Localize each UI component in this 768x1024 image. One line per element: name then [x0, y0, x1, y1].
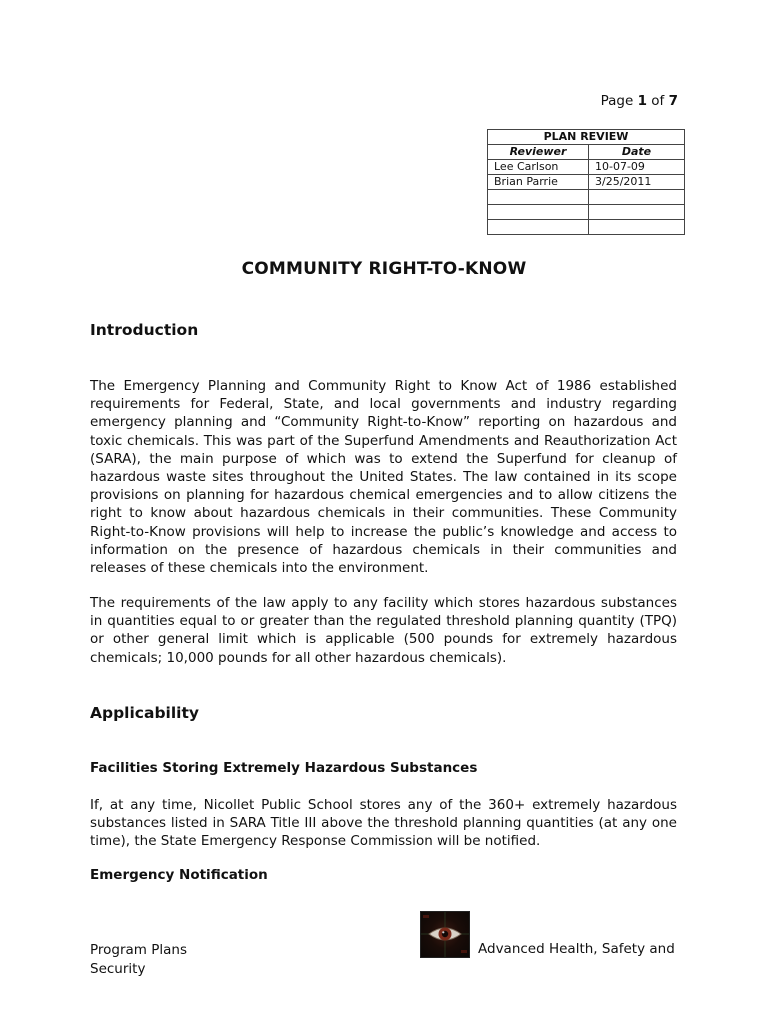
total-pages: 7 [668, 93, 678, 109]
date-header: Date [589, 145, 685, 160]
reviewer-cell [488, 190, 589, 205]
date-cell [589, 220, 685, 235]
plan-review-title: PLAN REVIEW [488, 130, 685, 145]
date-cell [589, 205, 685, 220]
introduction-paragraph-2: The requirements of the law apply to any facility which stores hazardous substances in quantities equal to or greater than the regulated threshold planning quantity (TPQ) or other general limit which is applicable (500 pounds for extremely hazardous chemicals; 10,000 pounds for all other hazardous chemicals). [90, 595, 677, 666]
table-row [488, 205, 685, 220]
footer-right: Advanced Health, Safety and [478, 941, 675, 957]
page-number [601, 93, 678, 109]
table-row [488, 175, 685, 190]
footer-left [90, 941, 187, 978]
plan-review-table [487, 129, 685, 235]
emergency-notification-subheading: Emergency Notification [90, 867, 268, 883]
page-separator: of [651, 93, 665, 109]
introduction-paragraph-1: The Emergency Planning and Community Right to Know Act of 1986 established requirements for Federal, State, and local governments and industry regarding emergency planning and “Community Right-to-Know” reporting on hazardous and toxic chemicals. This was part of the Superfund Amendments and Reauthorization Act (SARA), the main purpose of which was to extend the Superfund for cleanup of hazardous waste sites throughout the United States. The law contained in its scope provisions on planning for hazardous chemical emergencies and to allow citizens the right to know about hazardous chemicals in their communities. These Community Right-to-Know provisions will help to increase the public’s knowledge and access to information on the presence of hazardous chemicals in their communities and releases of these chemicals into the environment. [90, 378, 677, 577]
page-label: Page [600, 93, 634, 109]
eye-icon [420, 911, 470, 958]
date-cell [589, 190, 685, 205]
reviewer-cell [488, 205, 589, 220]
document-title: COMMUNITY RIGHT-TO-KNOW [241, 259, 527, 279]
current-page: 1 [637, 93, 647, 109]
footer-program-plans: Program Plans [90, 942, 188, 958]
reviewer-header: Reviewer [488, 145, 589, 160]
reviewer-cell: Brian Parrie [488, 175, 589, 190]
applicability-heading: Applicability [90, 704, 200, 722]
reviewer-cell [488, 220, 589, 235]
facilities-subheading: Facilities Storing Extremely Hazardous Substances [90, 760, 478, 776]
table-row [488, 160, 685, 175]
reviewer-cell: Lee Carlson [488, 160, 589, 175]
table-row [488, 190, 685, 205]
introduction-heading: Introduction [90, 321, 199, 339]
footer-security: Security [90, 960, 146, 977]
date-cell: 3/25/2011 [589, 175, 685, 190]
table-row [488, 220, 685, 235]
date-cell: 10-07-09 [589, 160, 685, 175]
applicability-paragraph: If, at any time, Nicollet Public School stores any of the 360+ extremely hazardous substances listed in SARA Title III above the threshold planning quantities (at any one time), the State Emergency Response Commission will be notified. [90, 797, 677, 850]
